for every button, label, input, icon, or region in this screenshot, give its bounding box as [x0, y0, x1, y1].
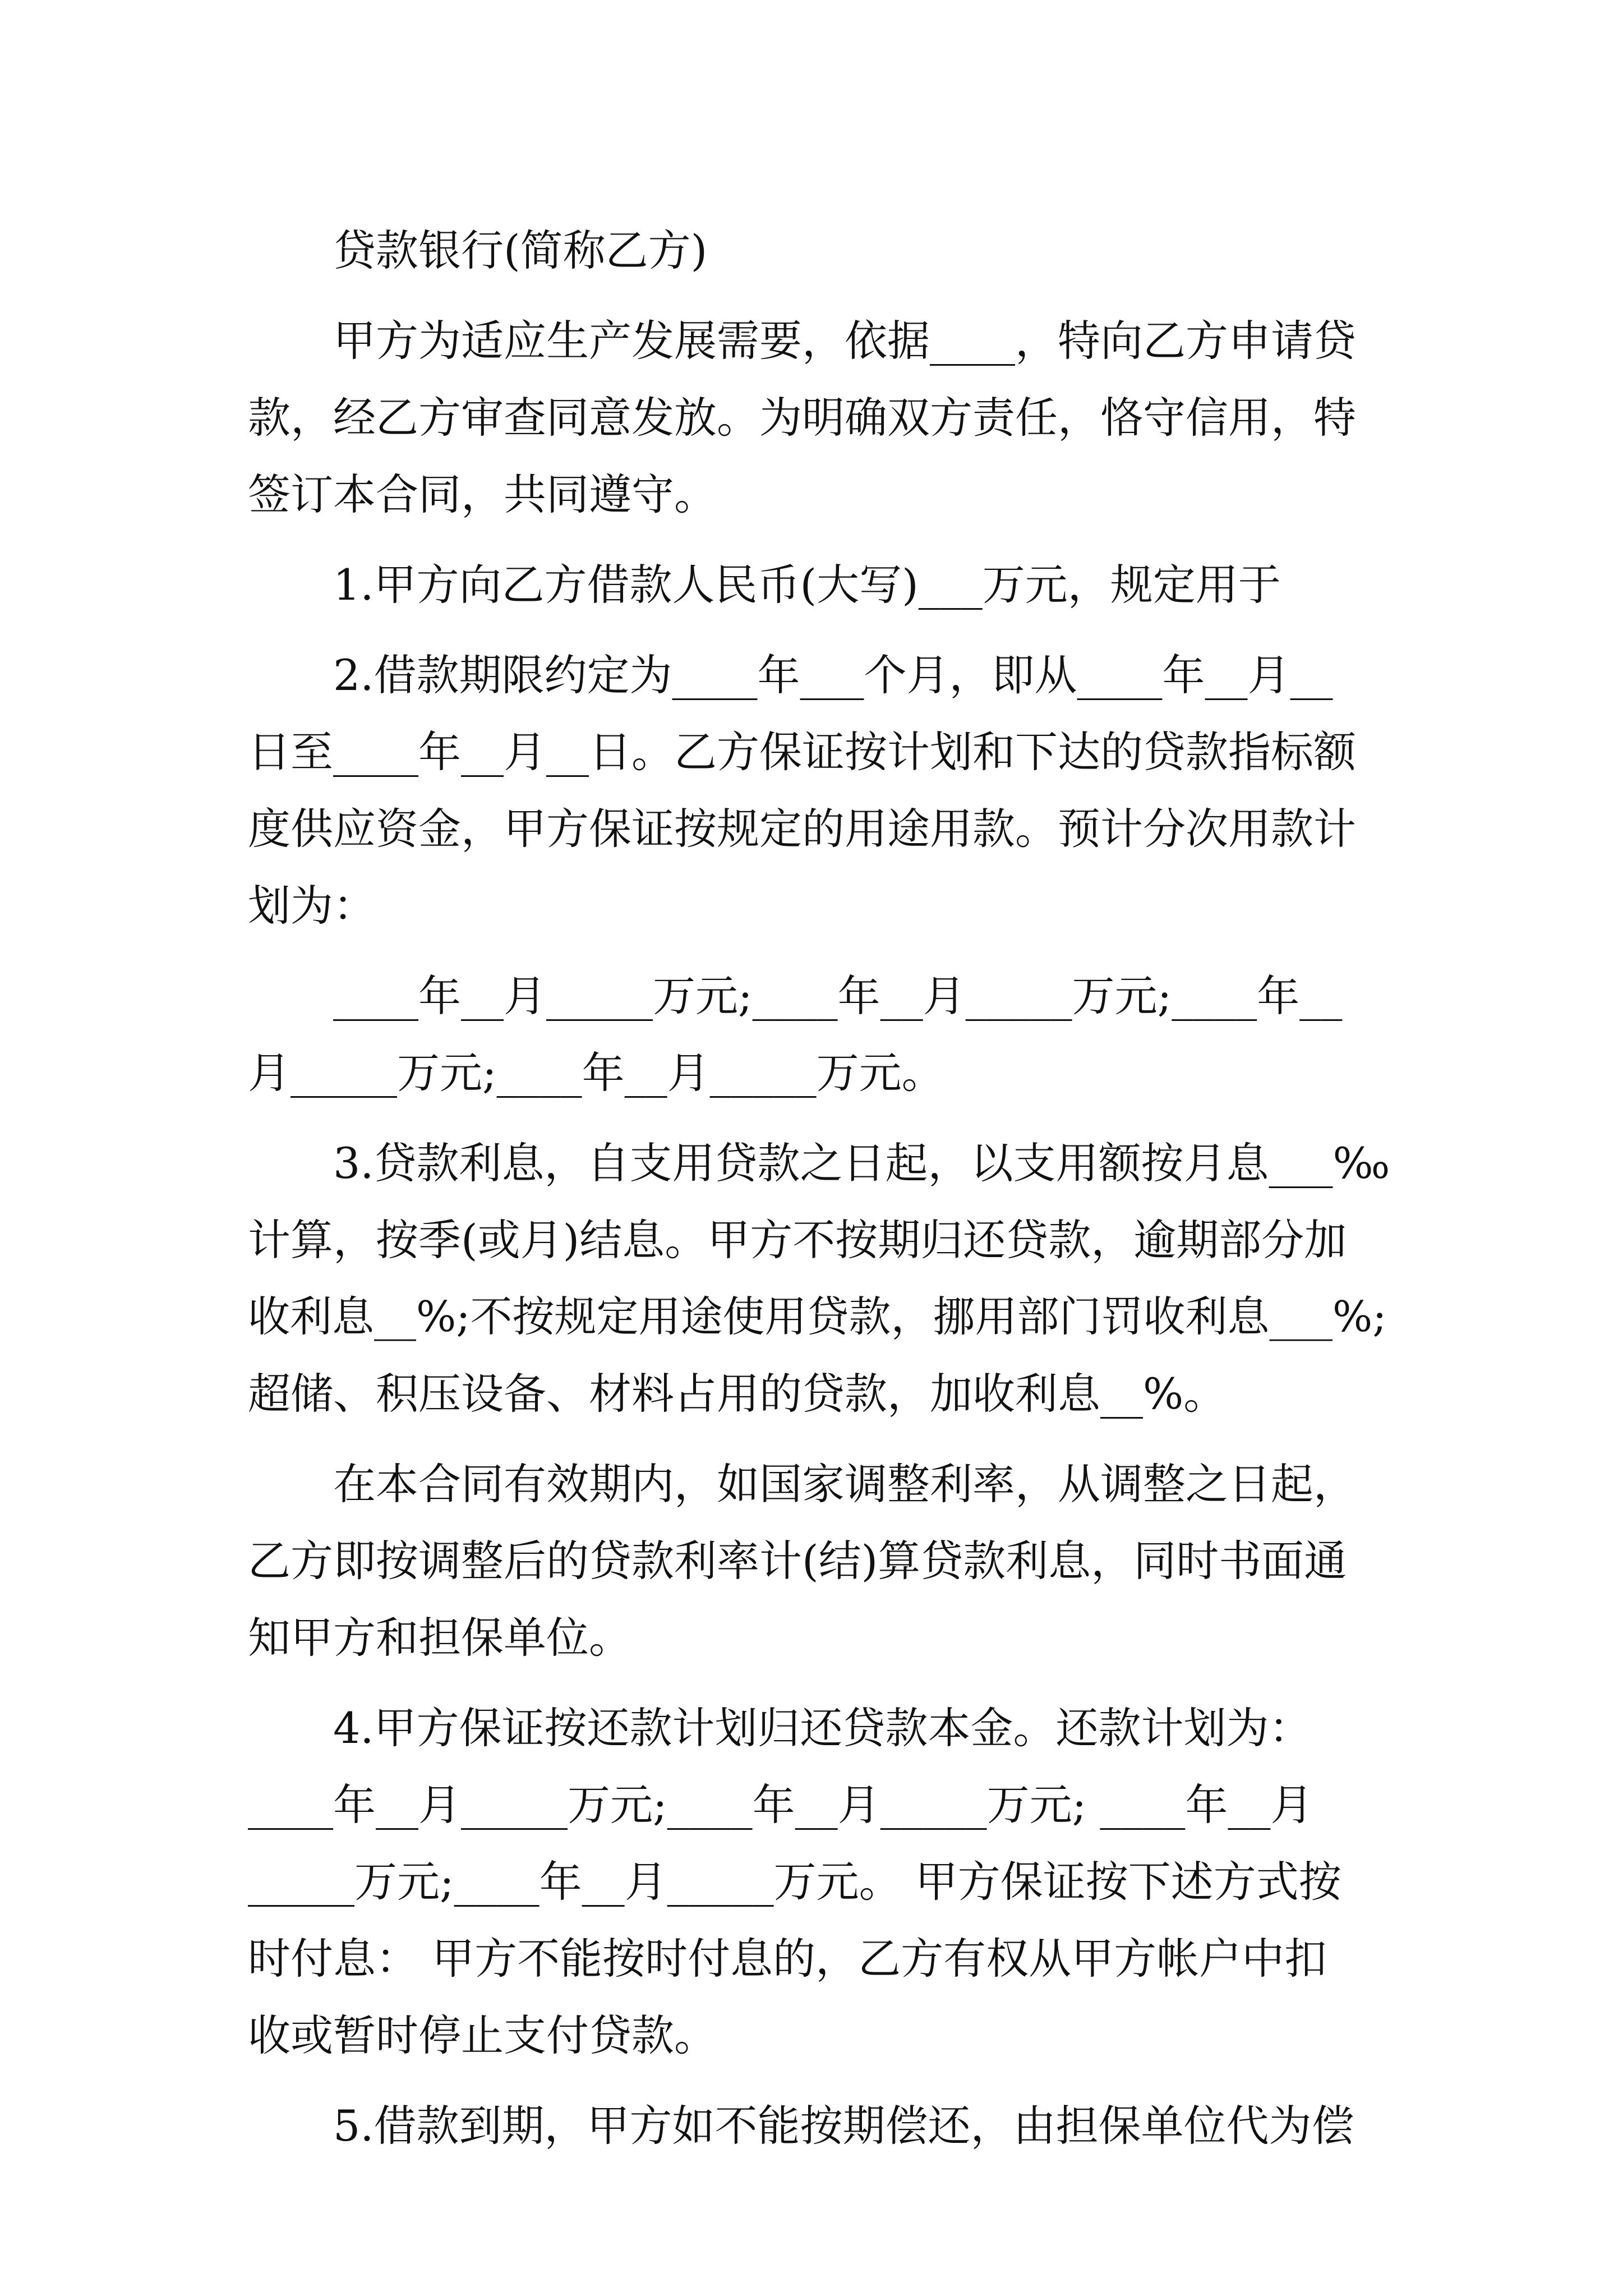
clause-5-line-1: 5.借款到期，甲方如不能按期偿还，由担保单位代为偿	[333, 2101, 1354, 2151]
clause-2-line-2: 日至____年__月__日。乙方保证按计划和下达的贷款指标额	[248, 727, 1356, 777]
clause-4-line-1: 4.甲方保证按还款计划归还贷款本金。还款计划为：	[333, 1703, 1312, 1753]
rate-adjust-line-3: 知甲方和担保单位。	[248, 1613, 631, 1663]
clause-4-line-3: _____万元;____年__月_____万元。 甲方保证按下述方式按	[248, 1857, 1341, 1907]
preamble-line-3: 签订本合同，共同遵守。	[248, 470, 717, 519]
party-b-line: 贷款银行(简称乙方)	[333, 226, 708, 275]
drawdown-plan-line-1: ____年__月_____万元;____年__月_____万元;____年__	[333, 971, 1343, 1021]
clause-1-line: 1.甲方向乙方借款人民币(大写)___万元，规定用于	[333, 560, 1281, 610]
clause-4-line-4: 时付息： 甲方不能按时付息的，乙方有权从甲方帐户中扣	[248, 1934, 1327, 1984]
clause-2-line-3: 度供应资金，甲方保证按规定的用途用款。预计分次用款计	[248, 804, 1356, 854]
clause-4-line-2: ____年__月_____万元;____年__月_____万元; ____年__月	[248, 1780, 1313, 1830]
clause-3-line-2: 计算，按季(或月)结息。甲方不按期归还贷款，逾期部分加	[248, 1215, 1347, 1265]
preamble-line-2: 款，经乙方审查同意发放。为明确双方责任，恪守信用，特	[248, 393, 1356, 443]
document-body	[248, 212, 1392, 2164]
drawdown-plan-line-2: 月_____万元;____年__月_____万元。	[248, 1048, 944, 1098]
preamble-line-1: 甲方为适应生产发展需要，依据____，特向乙方申请贷	[333, 316, 1356, 366]
clause-3-line-4: 超储、积压设备、材料占用的贷款，加收利息__%。	[248, 1369, 1227, 1419]
rate-adjust-line-1: 在本合同有效期内，如国家调整利率，从调整之日起，	[333, 1459, 1356, 1509]
rate-adjust-line-2: 乙方即按调整后的贷款利率计(结)算贷款利息，同时书面通	[248, 1536, 1347, 1586]
clause-3-line-1: 3.贷款利息，自支用贷款之日起，以支用额按月息___‰	[333, 1138, 1390, 1188]
clause-4-line-5: 收或暂时停止支付贷款。	[248, 2010, 717, 2060]
clause-3-line-3: 收利息__%;不按规定用途使用贷款，挪用部门罚收利息___%;	[248, 1292, 1387, 1341]
clause-2-line-4: 划为：	[248, 881, 376, 931]
clause-2-line-1: 2.借款期限约定为____年___个月，即从____年__月__	[333, 650, 1333, 700]
